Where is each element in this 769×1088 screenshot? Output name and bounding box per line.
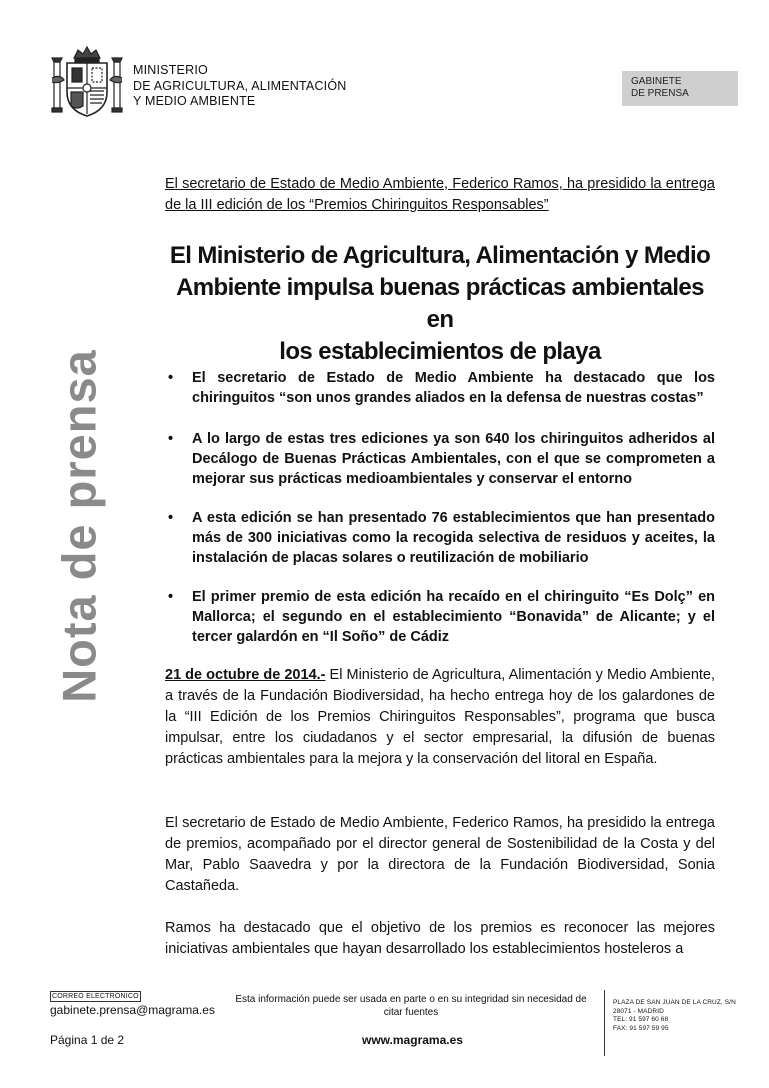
bullet-item: [165, 429, 715, 489]
bullet-icon: •: [168, 589, 174, 605]
bullet-text: A esta edición se han presentado 76 establecimientos que han presentado más de 300 iniciativas como la recogida selectiva de residuos y aceites, la instalación de placas solares o reutilización de mobiliario: [192, 510, 715, 566]
address-line: PLAZA DE SAN JUAN DE LA CRUZ, S/N: [613, 999, 736, 1006]
body-paragraph: [165, 665, 715, 770]
coat-of-arms-logo: [50, 44, 124, 120]
address-line: FAX: 91 597 59 95: [613, 1024, 669, 1032]
subtitle: El secretario de Estado de Medio Ambiente, Federico Ramos, ha presidido la entrega de la III edición de los “Premios Chiringuitos Responsables”: [165, 176, 715, 213]
body-paragraph: Ramos ha destacado que el objetivo de los premios es reconocer las mejores iniciativas ambientales que hayan desarrollado los establecimientos hosteleros a: [165, 920, 715, 957]
gabinete-badge: [622, 71, 738, 106]
headline: [165, 240, 715, 368]
email-link[interactable]: gabinete.prensa@magrama.es: [50, 1003, 215, 1017]
footer-divider: [604, 990, 605, 1056]
paragraph-text: El Ministerio de Agricultura, Alimentación y Medio Ambiente, a través de la Fundación Biodiversidad, ha hecho entrega hoy de los galardones de la “III Edición de los Premios Chiringuitos Responsables”, programa que busca impulsar, entre los ciudadanos y el sector empresarial, la difusión de buenas prácticas ambientales para la mejora y la conservación del litoral en España.: [165, 667, 715, 767]
bullet-item: [165, 587, 715, 647]
ministry-line: Y MEDIO AMBIENTE: [133, 94, 256, 108]
address-line: 28071 - MADRID: [613, 1007, 664, 1015]
gabinete-line: GABINETE: [631, 76, 682, 87]
ministry-line: DE AGRICULTURA, ALIMENTACIÓN: [133, 78, 347, 93]
bullet-text: El primer premio de esta edición ha recaído en el chiringuito “Es Dolç” en Mallorca; el segundo en el establecimiento “Bonavida” de Alicante; y el tercer galardón en “Il Soño” de Cádiz: [192, 589, 715, 645]
coat-of-arms-icon: [50, 44, 124, 120]
email-label: CORREO ELECTRÓNICO: [52, 993, 139, 1000]
address-line: TEL: 91 597 60 68: [613, 1016, 669, 1023]
bullet-icon: •: [168, 431, 174, 447]
ministry-line: MINISTERIO: [133, 63, 208, 77]
bullet-item: [165, 368, 715, 408]
side-label: Nota de prensa: [52, 349, 106, 703]
release-date: 21 de octubre de 2014.-: [165, 667, 326, 683]
body-paragraph: El secretario de Estado de Medio Ambiente, Federico Ramos, ha presidido la entrega de premios, acompañado por el director general de Sostenibilidad de la Costa y del Mar, Pablo Saavedra y por la directora de la Fundación Biodiversidad, Sonia Castañeda.: [165, 815, 715, 894]
bullet-item: [165, 508, 715, 568]
page-number: Página 1 de 2: [50, 1033, 125, 1047]
bullet-text: El secretario de Estado de Medio Ambiente ha destacado que los chiringuitos “son unos grandes aliados en la defensa de nuestras costas”: [192, 370, 715, 406]
usage-notice: Esta información puede ser usada en parte o en su integridad sin necesidad de citar fuentes: [235, 994, 587, 1018]
headline-line: El Ministerio de Agricultura, Alimentación y Medio: [169, 242, 711, 269]
ministry-name: [133, 63, 347, 110]
bullet-icon: •: [168, 510, 174, 526]
bullet-icon: •: [168, 370, 174, 386]
headline-line: los establecimientos de playa: [279, 338, 601, 365]
bullet-text: A lo largo de estas tres ediciones ya son 640 los chiringuitos adheridos al Decálogo de Buenas Prácticas Ambientales, con el que se comprometen a mejorar sus prácticas medioambientales y conservar el entorno: [192, 431, 715, 487]
headline-line: Ambiente impulsa buenas prácticas ambientales en: [176, 274, 704, 333]
gabinete-line: DE PRENSA: [631, 88, 689, 99]
website-link[interactable]: www.magrama.es: [362, 1033, 463, 1047]
address-block: [613, 999, 736, 1033]
